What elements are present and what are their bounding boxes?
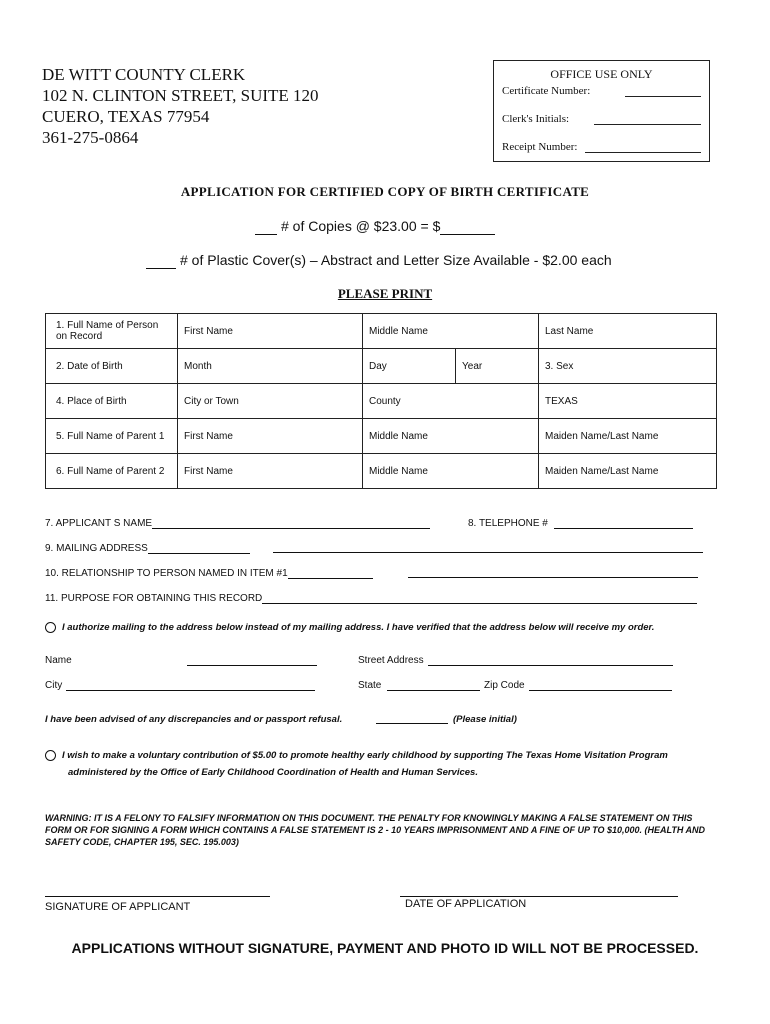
please-initial-label: (Please initial)	[453, 714, 517, 725]
parent1-first-name-cell[interactable]: First Name	[178, 419, 363, 454]
clerks-initials-label: Clerk's Initials:	[502, 113, 570, 125]
row-label-full-name: 1. Full Name of Person on Record	[46, 314, 178, 349]
address-line-4: 361-275-0864	[42, 128, 139, 147]
parent1-maiden-name-cell[interactable]: Maiden Name/Last Name	[539, 419, 717, 454]
copies-row	[255, 218, 495, 235]
initial-field[interactable]	[376, 714, 448, 724]
please-print: PLEASE PRINT	[337, 286, 433, 301]
parent2-maiden-name-cell[interactable]: Maiden Name/Last Name	[539, 454, 717, 489]
relationship-field-2[interactable]	[408, 568, 698, 578]
covers-label: # of Plastic Cover(s) – Abstract and Letter Size Available - $2.00 each	[180, 252, 612, 268]
covers-row	[146, 252, 612, 269]
copies-label: # of Copies @ $23.00 = $	[281, 218, 441, 234]
telephone-label: 8. TELEPHONE #	[468, 518, 548, 529]
signature-line[interactable]	[45, 896, 270, 897]
applicant-name-field[interactable]	[152, 519, 430, 529]
date-label: DATE OF APPLICATION	[405, 898, 527, 910]
telephone-row	[468, 518, 693, 529]
street-address-label: Street Address	[358, 655, 424, 666]
table-row	[46, 314, 717, 349]
name-label: Name	[45, 655, 72, 666]
city-or-town-cell[interactable]: City or Town	[178, 384, 363, 419]
certificate-number-field[interactable]	[625, 86, 701, 97]
table-row	[46, 349, 717, 384]
felony-warning: WARNING: IT IS A FELONY TO FALSIFY INFORMATION ON THIS DOCUMENT. THE PENALTY FOR KNOWINGLY MAKING A FALSE STATEMENT ON THIS FORM OR FOR SIGNING A FORM WHICH CONTAINS A FALSE STATEMENT IS 2 - 10 YEARS IMPRISONMENT AND A FINE OF UP TO $10,000. (HEALTH AND SAFETY CODE, CHAPTER 195, SEC. 195.003)	[45, 813, 706, 847]
relationship-field[interactable]	[288, 569, 373, 579]
mailing-address-row	[45, 543, 250, 554]
address-line-1: DE WITT COUNTY CLERK	[42, 65, 246, 84]
contribution-label-2: administered by the Office of Early Childhood Coordination of Health and Human Services.	[68, 767, 478, 778]
state-label: State	[358, 680, 382, 691]
city-row	[45, 680, 315, 691]
certificate-number-label: Certificate Number:	[502, 85, 591, 97]
purpose-row	[45, 593, 697, 604]
telephone-field[interactable]	[554, 519, 693, 529]
signature-label: SIGNATURE OF APPLICANT	[45, 901, 191, 913]
sex-cell[interactable]: 3. Sex	[539, 349, 717, 384]
table-row	[46, 419, 717, 454]
certificate-number-row	[502, 85, 701, 97]
last-name-cell[interactable]: Last Name	[539, 314, 717, 349]
row-label-dob: 2. Date of Birth	[46, 349, 178, 384]
name-field[interactable]	[187, 656, 317, 666]
covers-count-field[interactable]	[146, 252, 176, 269]
row-label-parent-1: 5. Full Name of Parent 1	[46, 419, 178, 454]
state-row	[358, 680, 480, 691]
row-label-place-of-birth: 4. Place of Birth	[46, 384, 178, 419]
table-row	[46, 384, 717, 419]
relationship-label: 10. RELATIONSHIP TO PERSON NAMED IN ITEM #1	[45, 568, 288, 579]
applicant-name-label: 7. APPLICANT S NAME	[45, 518, 153, 529]
authorize-mailing-radio[interactable]	[45, 622, 56, 633]
record-table	[45, 313, 717, 489]
authorize-mailing-row	[45, 622, 745, 633]
state-field[interactable]	[387, 681, 480, 691]
address-line-3: CUERO, TEXAS 77954	[42, 107, 210, 126]
purpose-field[interactable]	[262, 594, 697, 604]
day-cell[interactable]: Day	[363, 349, 456, 384]
mailing-address-field-2[interactable]	[273, 543, 703, 553]
applicant-name-row	[45, 518, 430, 529]
copies-count-field[interactable]	[255, 218, 277, 235]
zip-code-label: Zip Code	[484, 680, 525, 691]
city-label: City	[45, 680, 63, 691]
discrepancies-label: I have been advised of any discrepancies and or passport refusal.	[45, 714, 343, 725]
name-row	[45, 655, 317, 666]
clerks-initials-field[interactable]	[594, 114, 701, 125]
mailing-address-field[interactable]	[148, 544, 250, 554]
street-address-field[interactable]	[428, 656, 673, 666]
parent1-middle-name-cell[interactable]: Middle Name	[363, 419, 539, 454]
clerks-initials-row	[502, 113, 701, 125]
address-line-2: 102 N. CLINTON STREET, SUITE 120	[42, 86, 319, 105]
authorize-mailing-label: I authorize mailing to the address below instead of my mailing address. I have verified that the address below will receive my order.	[62, 622, 655, 634]
contribution-label-1: I wish to make a voluntary contribution of $5.00 to promote healthy early childhood by supporting The Texas Home Visitation Program	[62, 750, 668, 762]
month-cell[interactable]: Month	[178, 349, 363, 384]
office-use-box	[493, 60, 710, 162]
relationship-row	[45, 568, 373, 579]
contribution-row	[45, 750, 745, 761]
office-use-title: OFFICE USE ONLY	[550, 67, 653, 81]
contribution-radio[interactable]	[45, 750, 56, 761]
county-cell[interactable]: County	[363, 384, 539, 419]
city-field[interactable]	[66, 681, 315, 691]
final-notice: APPLICATIONS WITHOUT SIGNATURE, PAYMENT AND PHOTO ID WILL NOT BE PROCESSED.	[71, 940, 699, 956]
first-name-cell[interactable]: First Name	[178, 314, 363, 349]
receipt-number-row	[502, 141, 701, 153]
state-texas-cell: TEXAS	[539, 384, 717, 419]
middle-name-cell[interactable]: Middle Name	[363, 314, 539, 349]
receipt-number-field[interactable]	[585, 142, 701, 153]
form-title: APPLICATION FOR CERTIFIED COPY OF BIRTH CERTIFICATE	[180, 184, 590, 199]
zip-code-row	[484, 680, 672, 691]
parent2-first-name-cell[interactable]: First Name	[178, 454, 363, 489]
zip-code-field[interactable]	[529, 681, 672, 691]
clerk-address	[42, 64, 319, 148]
copies-total-field[interactable]	[440, 218, 495, 235]
row-label-parent-2: 6. Full Name of Parent 2	[46, 454, 178, 489]
purpose-label: 11. PURPOSE FOR OBTAINING THIS RECORD	[45, 593, 263, 604]
receipt-number-label: Receipt Number:	[502, 141, 578, 153]
parent2-middle-name-cell[interactable]: Middle Name	[363, 454, 539, 489]
table-row	[46, 454, 717, 489]
date-line[interactable]	[400, 896, 678, 897]
street-address-row	[358, 655, 673, 666]
mailing-address-label: 9. MAILING ADDRESS	[45, 543, 148, 554]
year-cell[interactable]: Year	[456, 349, 539, 384]
